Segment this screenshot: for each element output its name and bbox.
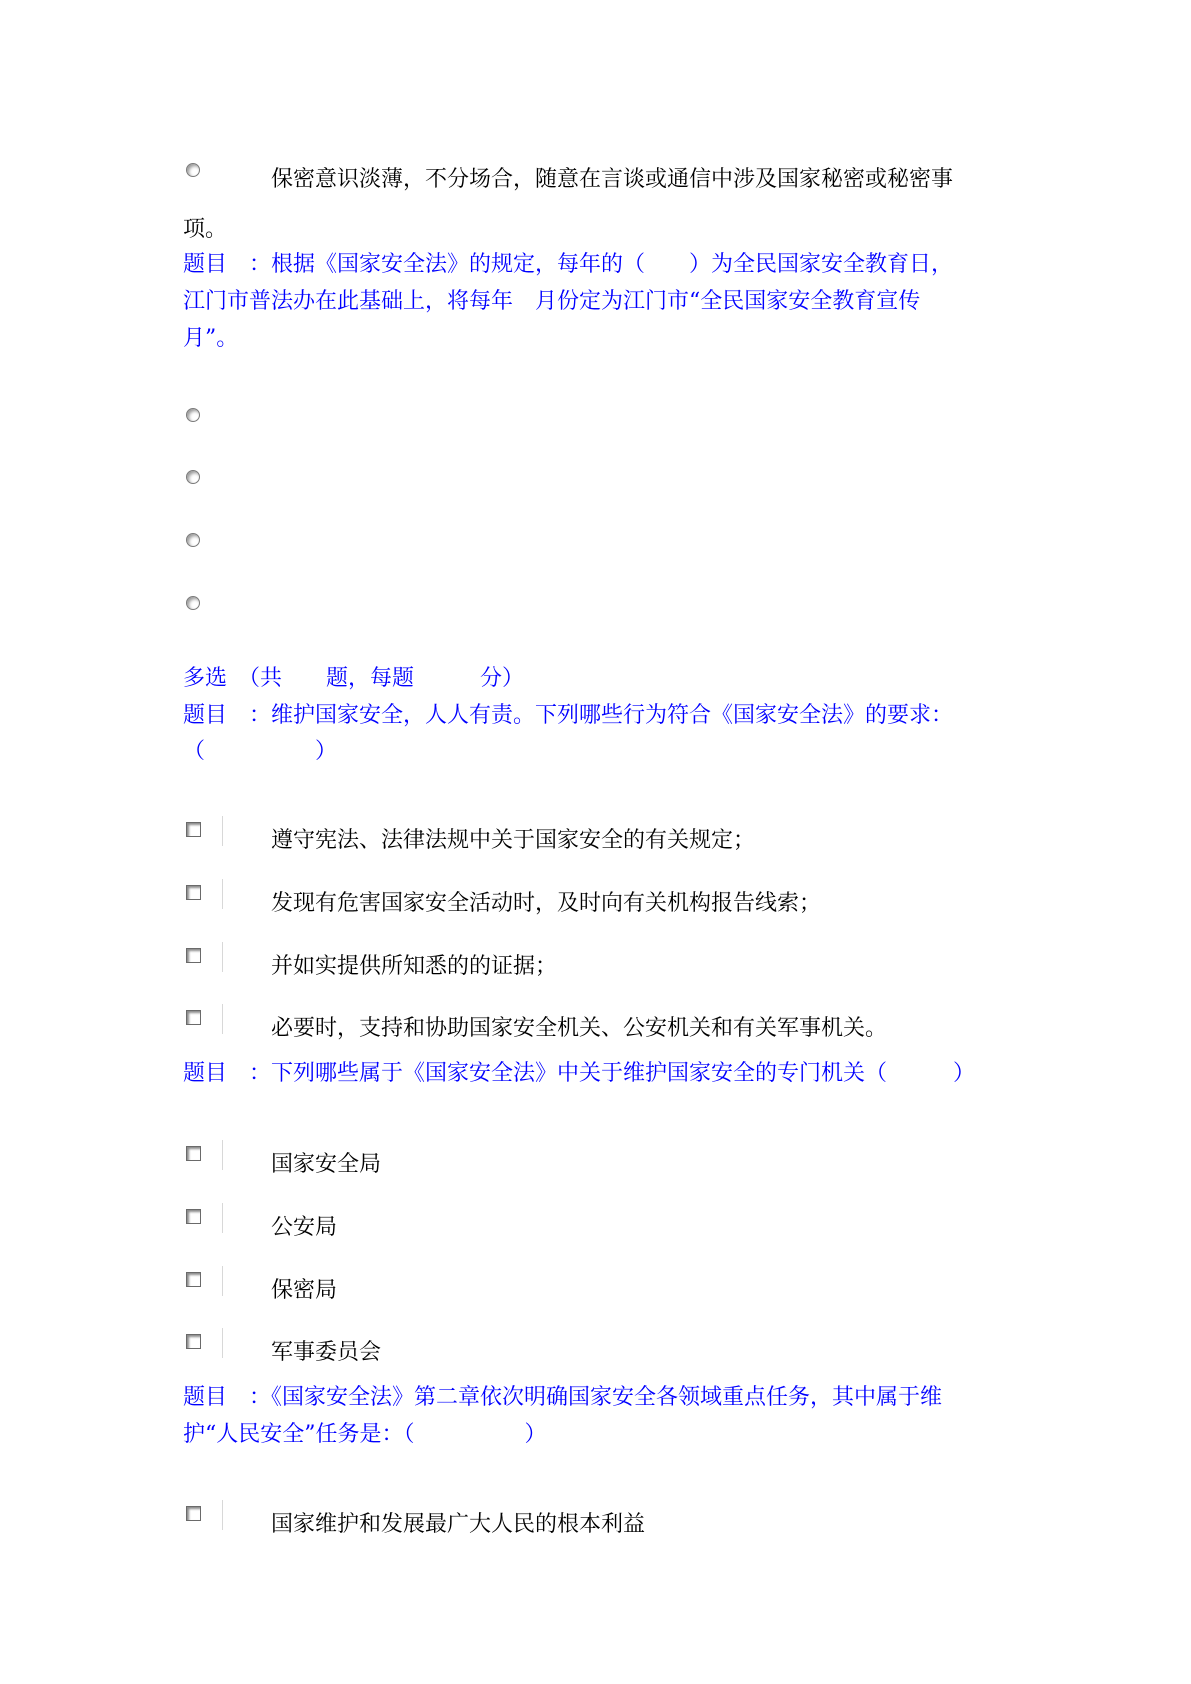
option-text: 保密意识淡薄，不分场合，随意在言谈或通信中涉及国家秘密或秘密事 bbox=[271, 167, 954, 192]
checkbox[interactable] bbox=[186, 885, 201, 900]
checkbox[interactable] bbox=[186, 1334, 201, 1349]
option-text: 国家维护和发展最广大人民的根本利益 bbox=[271, 1512, 646, 1537]
option-text: 军事委员会 bbox=[271, 1340, 382, 1365]
checkbox[interactable] bbox=[186, 1272, 201, 1287]
question-text: 题目 ：《国家安全法》第二章依次明确国家安全各领域重点任务，其中属于维 bbox=[183, 1385, 943, 1410]
radio-button[interactable] bbox=[186, 533, 200, 547]
option-text: 国家安全局 bbox=[271, 1152, 382, 1177]
section-heading: 多选 （共 题，每题 分） bbox=[183, 666, 525, 691]
option-text: 发现有危害国家安全活动时，及时向有关机构报告线索； bbox=[271, 891, 822, 916]
question-text: 题目 ：下列哪些属于《国家安全法》中关于维护国家安全的专门机关（ ） bbox=[183, 1061, 976, 1086]
option-text: 并如实提供所知悉的的证据； bbox=[271, 954, 558, 979]
checkbox[interactable] bbox=[186, 1209, 201, 1224]
divider bbox=[222, 1328, 223, 1358]
question-text: 护“人民安全”任务是：（ ） bbox=[183, 1422, 547, 1447]
option-text: 必要时，支持和协助国家安全机关、公安机关和有关军事机关。 bbox=[271, 1016, 888, 1041]
checkbox[interactable] bbox=[186, 822, 201, 837]
radio-button[interactable] bbox=[186, 408, 200, 422]
radio-button[interactable] bbox=[186, 596, 200, 610]
divider bbox=[222, 879, 223, 909]
radio-button[interactable] bbox=[186, 163, 200, 177]
divider bbox=[222, 942, 223, 972]
radio-button[interactable] bbox=[186, 470, 200, 484]
checkbox[interactable] bbox=[186, 1010, 201, 1025]
question-text: 江门市普法办在此基础上，将每年 月份定为江门市“全民国家安全教育宣传 bbox=[183, 289, 921, 314]
divider bbox=[222, 1203, 223, 1233]
option-text: 遵守宪法、法律法规中关于国家安全的有关规定； bbox=[271, 828, 756, 853]
question-text: 题目 ：维护国家安全，人人有责。下列哪些行为符合《国家安全法》的要求： bbox=[183, 703, 954, 728]
divider bbox=[222, 1140, 223, 1170]
divider bbox=[222, 1004, 223, 1034]
question-text: （ ） bbox=[183, 739, 338, 764]
question-text: 题目 ：根据《国家安全法》的规定，每年的（ ）为全民国家安全教育日， bbox=[183, 252, 954, 277]
option-text: 保密局 bbox=[271, 1278, 338, 1303]
question-text: 月”。 bbox=[183, 326, 239, 351]
divider bbox=[222, 816, 223, 846]
divider bbox=[222, 1500, 223, 1530]
option-text-continued: 项。 bbox=[183, 217, 228, 242]
option-text: 公安局 bbox=[271, 1215, 338, 1240]
divider bbox=[222, 1266, 223, 1296]
checkbox[interactable] bbox=[186, 1146, 201, 1161]
checkbox[interactable] bbox=[186, 948, 201, 963]
checkbox[interactable] bbox=[186, 1506, 201, 1521]
